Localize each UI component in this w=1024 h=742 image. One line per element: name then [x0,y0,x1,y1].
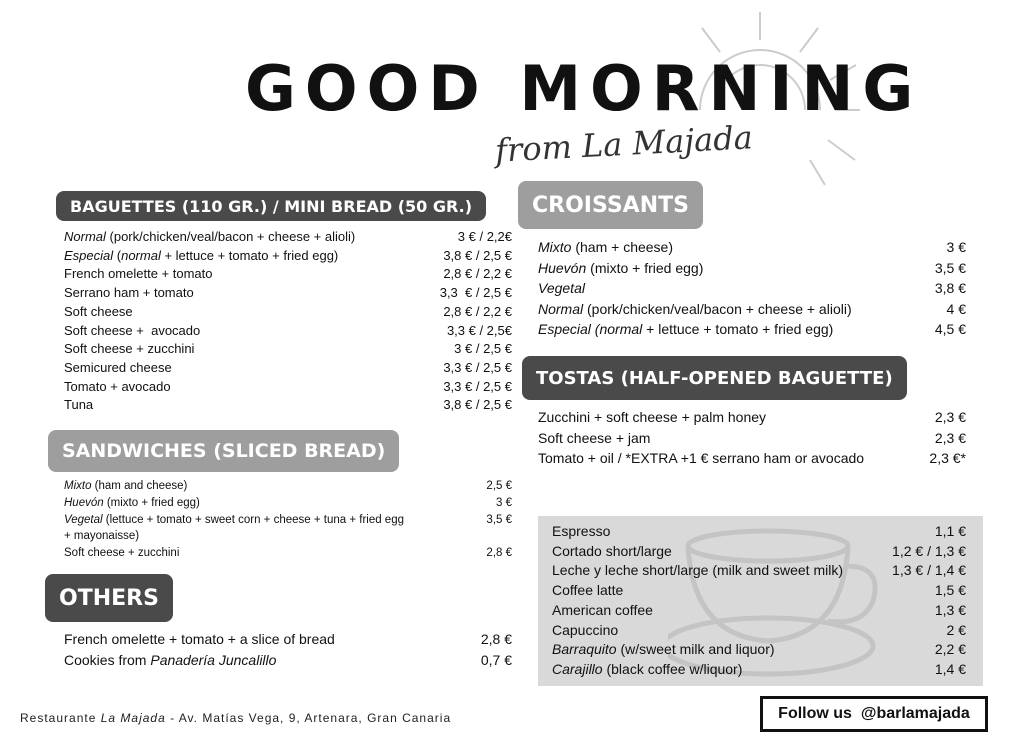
item-name [552,640,775,660]
item-price: 2,3 € [934,429,966,446]
item-name [64,359,172,378]
others-item [64,650,512,671]
item-name [64,228,355,247]
address-prefix: Restaurante [20,711,101,725]
item-text: (pork/chicken/veal/bacon + cheese + alioli) [105,229,356,244]
item-name [64,629,335,650]
item-price: 3,8 € / 2,5 € [443,397,512,413]
item-text: Huevón [538,259,587,276]
item-name [552,660,742,680]
item-name [64,650,276,671]
item-name [552,542,672,562]
item-text: Zucchini + soft cheese + palm honey [538,409,767,425]
item-price: 3,5 € [934,259,966,276]
croissants-item [538,299,966,320]
item-text: Tomato + avocado [64,378,171,394]
item-text: (mixto + fried egg) [103,496,200,509]
item-text: Huevón [64,496,104,509]
baguettes-item [64,284,512,303]
item-text: Mixto [64,480,92,492]
item-price: 1,2 € / 1,3 € [892,542,966,559]
item-text: Vegetal [538,280,585,296]
item-text: Especial (normal [538,321,643,337]
item-text: American coffee [552,601,653,618]
croissants-item [538,319,966,340]
croissants-header: CROISSANTS [518,181,703,229]
item-name [538,428,650,449]
item-name [64,284,194,303]
item-name [64,545,179,562]
item-price: 2,5 € [486,480,512,492]
tostas-item [538,407,966,428]
item-name [538,448,864,469]
item-name [64,396,93,415]
social-handle[interactable]: Follow us @barlamajada [760,696,988,732]
item-text: Capuccino [552,621,619,638]
item-name [64,322,200,341]
item-name [64,495,200,512]
item-text: Soft cheese + jam [538,429,651,446]
baguettes-item [64,322,512,341]
item-text: ( [113,247,122,263]
item-text: Serrano ham + tomato [64,285,194,301]
item-text: Vegetal [64,513,103,526]
baguettes-item [64,359,512,378]
item-name [538,278,585,299]
item-text: Normal [64,229,106,244]
item-price: 2,8 € / 2,2 € [443,266,512,282]
coffee-item [552,542,966,562]
item-name [538,319,833,340]
item-text: (pork/chicken/veal/bacon + cheese + alioli) [583,300,852,317]
item-text: Panadería Juncalillo [150,651,277,668]
item-name [552,621,618,641]
item-name [538,407,766,428]
item-name [538,237,673,258]
page-title: GOOD MORNING [245,52,923,125]
item-name [64,512,408,546]
item-name [64,247,338,266]
footer-address [20,711,451,725]
item-text: (w/sweet milk and liquor) [616,641,775,658]
item-price: 1,1 € [934,523,966,539]
sandwiches-item [64,545,512,562]
item-price: 3,3 € / 2,5 € [439,285,512,301]
item-price: 1,3 € [934,601,966,618]
item-price: 3,8 € / 2,5 € [443,247,512,263]
baguettes-item [64,340,512,359]
item-name [552,522,610,542]
page-subtitle: from La Majada [494,118,754,170]
croissants-item [538,278,966,299]
item-text: (lettuce + tomato + sweet corn + cheese + tuna + fried egg + mayonaisse) [64,513,408,543]
item-text: Mixto [538,239,572,255]
address-text: - Av. Matías Vega, 9, Artenara, Gran Canaria [165,711,452,725]
coffee-list [552,522,966,680]
item-text: Soft cheese [64,303,133,319]
item-text: Carajillo [552,660,603,677]
coffee-item [552,660,966,680]
tostas-item [538,448,966,469]
item-name [64,265,213,284]
item-text: Coffee latte [552,582,624,599]
item-price: 0,7 € [480,651,512,668]
item-price: 2,3 €* [929,450,966,466]
item-price: 1,5 € [934,582,966,599]
item-price: 1,3 € / 1,4 € [892,562,966,579]
others-list [64,629,512,670]
item-text: Leche y leche short/large (milk and sweet milk) [552,562,844,579]
sandwiches-header: SANDWICHES (SLICED BREAD) [48,430,399,472]
item-price: 4,5 € [934,321,966,337]
baguettes-item [64,228,512,247]
item-text: Normal [538,300,584,317]
item-name [552,601,653,621]
item-text: Cortado short/large [552,542,672,559]
item-name [64,478,187,495]
item-name [64,340,194,359]
baguettes-item [64,396,512,415]
item-price: 3 € / 2,5 € [454,341,512,357]
item-text: Especial [64,247,114,263]
item-text: French omelette + tomato [64,266,213,282]
item-price: 3 € [496,496,512,509]
item-text: Semicured cheese [64,359,172,375]
item-price: 2,8 € [480,631,512,647]
item-text: normal [121,247,161,263]
baguettes-item [64,265,512,284]
item-name [64,378,171,397]
others-header: OTHERS [45,574,173,622]
others-item [64,629,512,650]
croissants-item [538,258,966,279]
croissants-item [538,237,966,258]
item-name [552,561,843,581]
tostas-list [538,407,966,469]
item-text: French omelette + tomato + a slice of bread [64,631,335,647]
baguettes-list [64,228,512,415]
baguettes-item [64,247,512,266]
item-text: + lettuce + tomato + fried egg) [160,247,339,263]
coffee-item [552,640,966,660]
item-name [64,303,133,322]
item-text: (ham + cheese) [571,239,674,255]
sandwiches-item [64,512,512,546]
item-price: 3,3 € / 2,5 € [443,359,512,375]
item-price: 2,3 € [934,409,966,425]
croissants-list [538,237,966,340]
coffee-item [552,621,966,641]
item-price: 2,8 € [486,547,512,560]
sandwiches-item [64,478,512,495]
item-text: Soft cheese + zucchini [64,341,195,357]
item-name [538,258,703,279]
baguettes-header: BAGUETTES (110 GR.) / MINI BREAD (50 GR.) [56,191,486,221]
item-name [552,581,623,601]
item-text: Soft cheese + zucchini [64,547,180,560]
coffee-item [552,581,966,601]
coffee-item [552,561,966,581]
item-text: (black coffee w/liquor) [602,660,743,677]
item-text: Tomato + oil / *EXTRA +1 € serrano ham or avocado [538,450,865,466]
item-price: 2,2 € [934,641,966,658]
item-text: + lettuce + tomato + fried egg) [642,321,834,337]
item-text: (mixto + fried egg) [586,259,704,276]
item-text: Soft cheese + avocado [64,322,201,338]
item-text: Cookies from [64,651,151,668]
baguettes-item [64,303,512,322]
item-price: 3,3 € / 2,5 € [443,378,512,394]
baguettes-item [64,378,512,397]
item-text: Espresso [552,523,611,539]
sandwiches-item [64,495,512,512]
coffee-item [552,601,966,621]
item-price: 3,3 € / 2,5€ [446,322,512,338]
restaurant-name: La Majada [100,711,166,725]
coffee-panel [538,516,983,686]
item-price: 1,4 € [934,660,966,677]
coffee-item [552,522,966,542]
item-price: 3 € [946,239,966,255]
item-text: Tuna [64,397,94,413]
item-name [538,299,852,320]
item-text: (ham and cheese) [91,480,188,492]
item-price: 3 € / 2,2€ [457,229,512,244]
item-text: Barraquito [552,641,617,658]
item-price: 3,8 € [934,280,966,296]
item-price: 2 € [946,621,966,638]
tostas-item [538,428,966,449]
tostas-header: TOSTAS (HALF-OPENED BAGUETTE) [522,356,907,400]
item-price: 4 € [946,300,966,317]
item-price: 2,8 € / 2,2 € [443,303,512,319]
sandwiches-list [64,478,512,562]
item-price: 3,5 € [486,513,512,526]
